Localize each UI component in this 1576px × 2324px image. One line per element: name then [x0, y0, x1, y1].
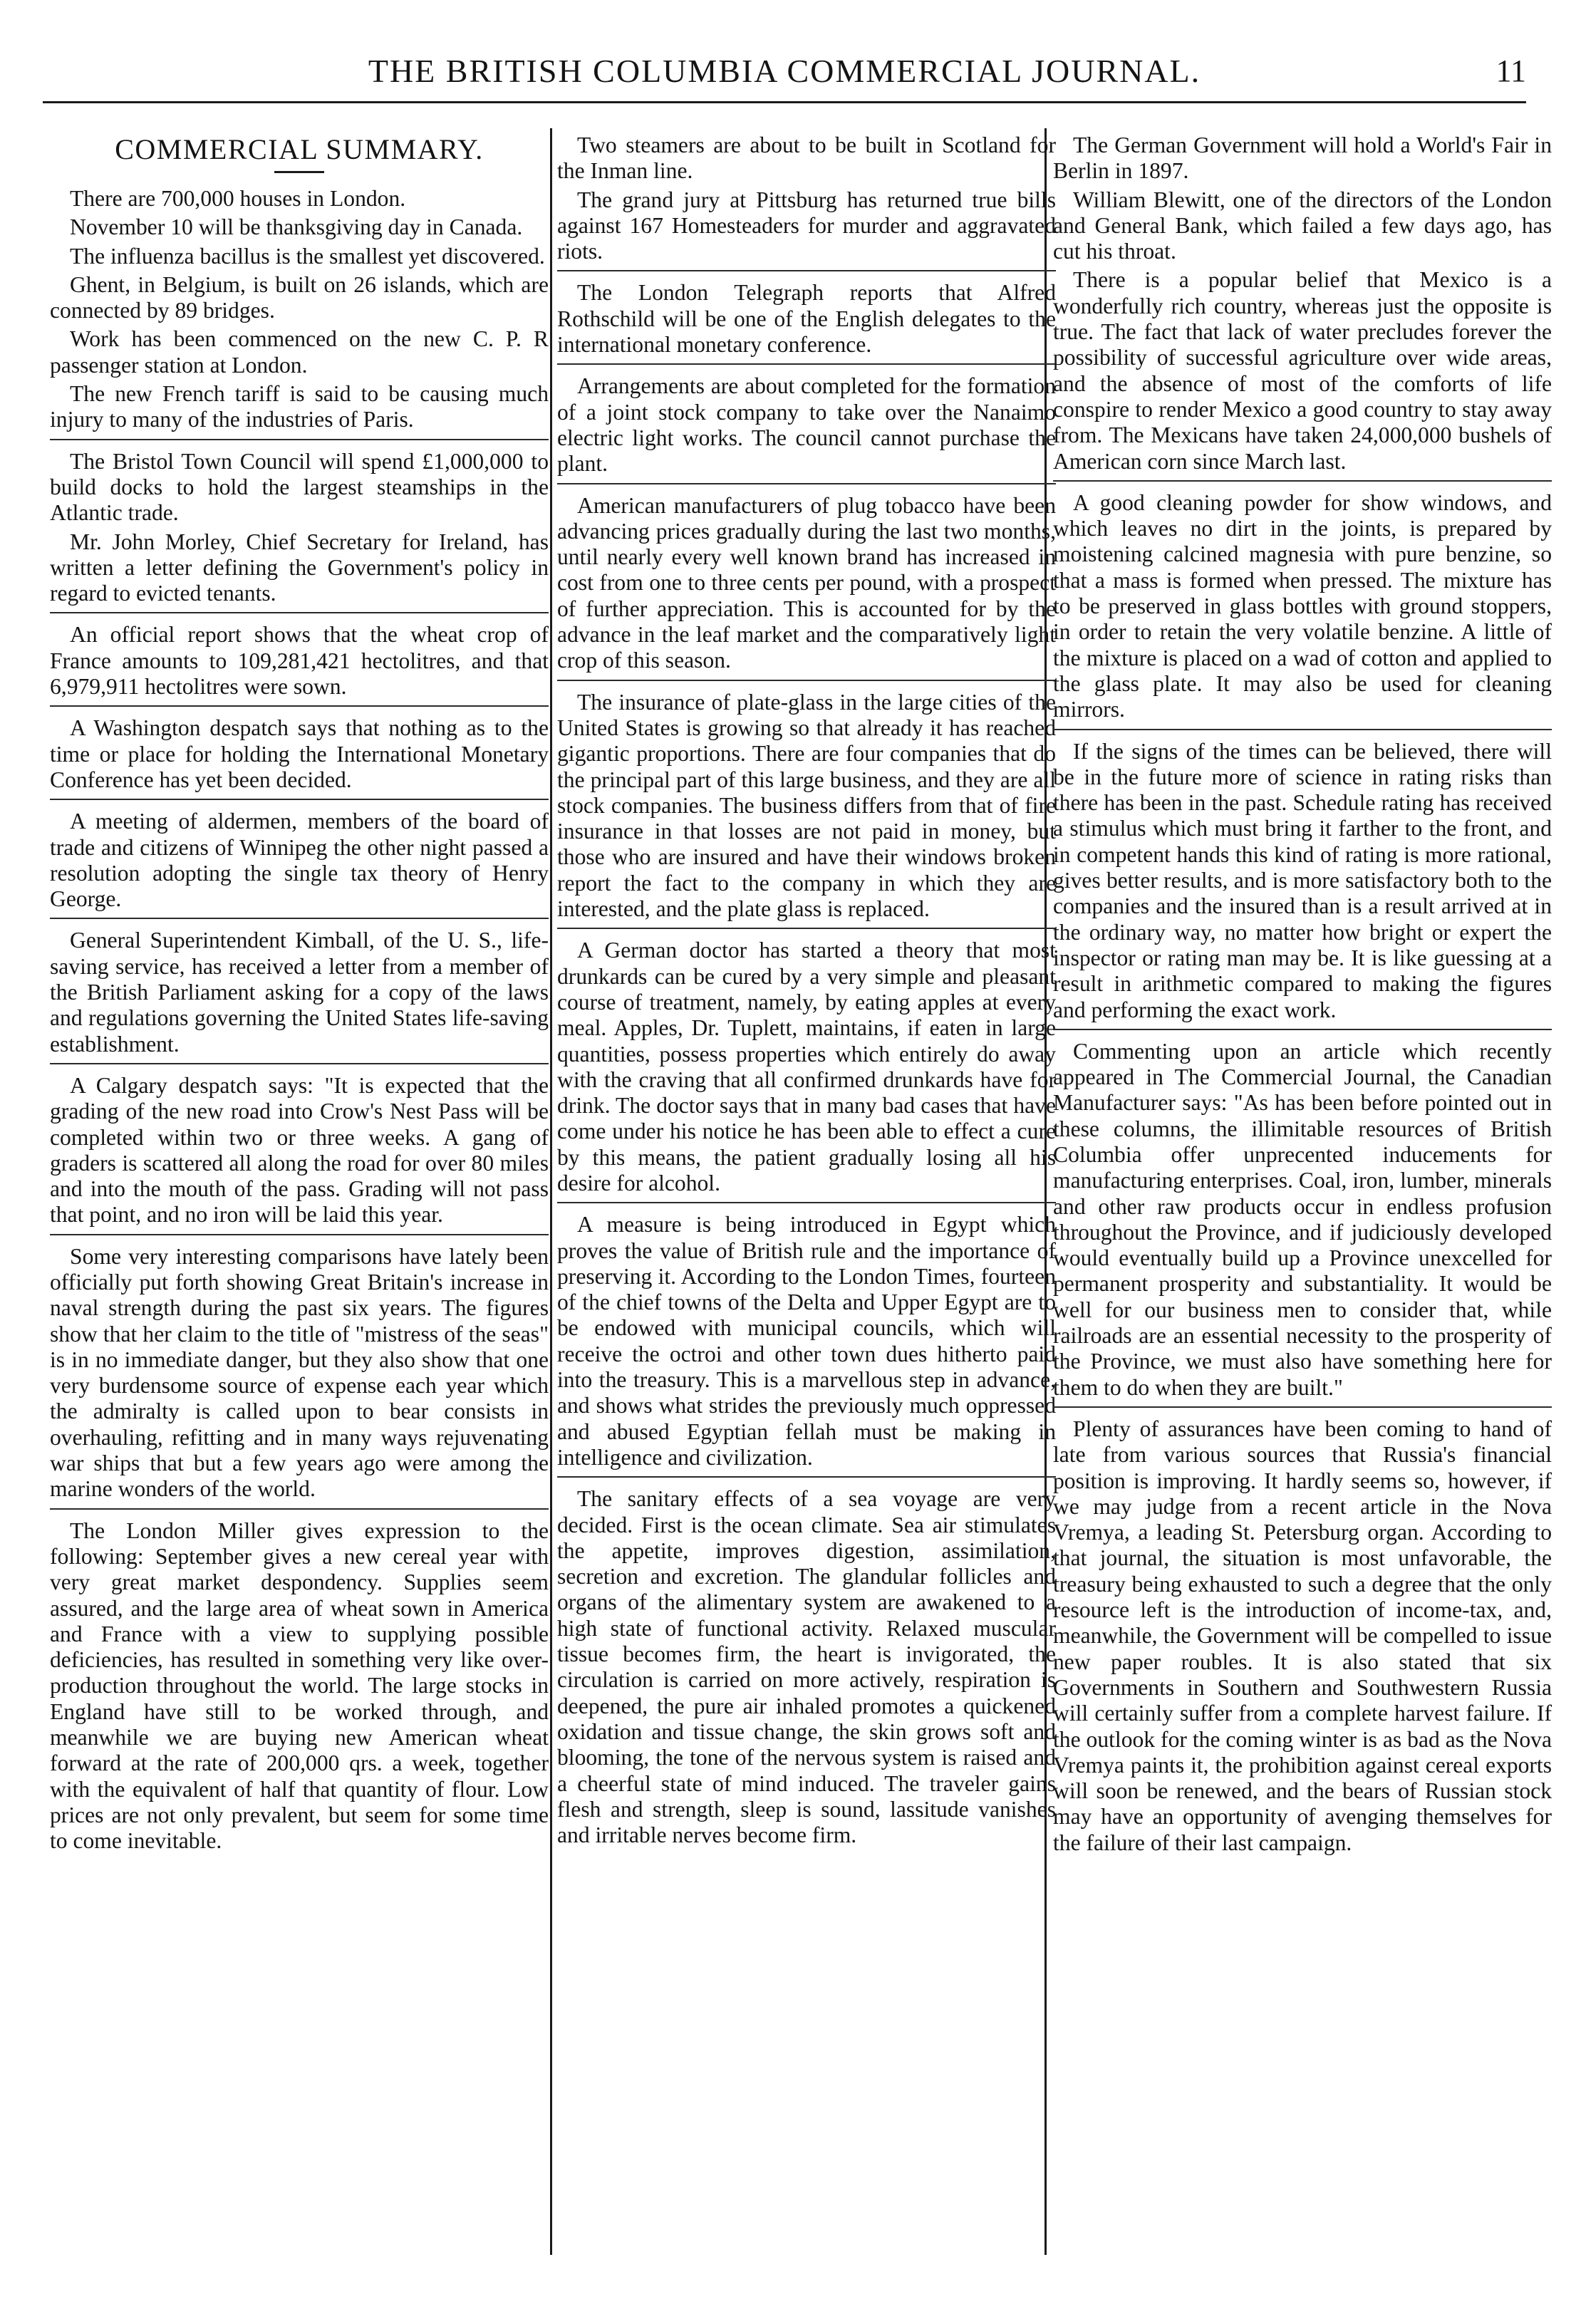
- article-paragraph: A good cleaning powder for show windows, and which leaves no dirt in the joints, is prepared by moistening calcined magnesia with pure benzine, so that a mass is formed when pressed. The mixture has to be preserved in glass bottles with ground stoppers, in order to retain the very volatile benzine. A little of the mixture is placed on a wad of cotton and applied to the glass plate. It may also be used for cleaning mirrors.: [1053, 489, 1552, 722]
- article-paragraph: The London Telegraph reports that Alfred Rothschild will be one of the English delegates to the international monetary conference.: [557, 280, 1056, 358]
- item-separator: [50, 705, 549, 707]
- item-separator: [557, 1202, 1056, 1203]
- item-separator: [557, 363, 1056, 365]
- article-paragraph: William Blewitt, one of the directors of the London and General Bank, which failed a few days ago, has cut his throat.: [1053, 187, 1552, 264]
- article-paragraph: The insurance of plate-glass in the large cities of the United States is growing so that already it has reached gigantic proportions. There are four companies that do the principal part of this large business, and they are all stock companies. The business differs from that of fire insurance in that losses are not paid in money, but those who are insured and have their windows broken report the fact to the company in which they are interested, and the plate glass is replaced.: [557, 689, 1056, 922]
- article-paragraph: A German doctor has started a theory that most drunkards can be cured by a very simple and pleasant course of treatment, namely, by eating apples at every meal. Apples, Dr. Tuplett, maintains, if eaten in large quantities, possess properties which entirely do away with the craving that all confirmed drunkards have for drink. The doctor says that in many bad cases that have come under his notice he has been able to effect a cure by this means, the patient gradually losing all his desire for alcohol.: [557, 938, 1056, 1195]
- column-divider: [550, 128, 552, 2255]
- article-paragraph: Two steamers are about to be built in Scotland for the Inman line.: [557, 133, 1056, 184]
- article-paragraph: Ghent, in Belgium, is built on 26 islands, which are connected by 89 bridges.: [50, 271, 549, 323]
- article-paragraph: Some very interesting comparisons have lately been officially put forth showing Great Britain's increase in naval strength during the past six years. The figures show that her claim to the title of "mistress of the seas" is in no immediate danger, but they also show that one very burdensome source of expense each year which the admiralty is called upon to bear consists in overhauling, refitting and in many ways rejuvenating war ships that but a few years ago were among the marine wonders of the world.: [50, 1243, 549, 1502]
- page-number: 11: [1495, 53, 1526, 88]
- item-separator: [50, 1234, 549, 1235]
- running-head: [43, 50, 1526, 100]
- article-paragraph: The new French tariff is said to be causing much injury to many of the industries of Paris.: [50, 381, 549, 432]
- article-paragraph: November 10 will be thanksgiving day in Canada.: [70, 214, 523, 240]
- article-paragraph: The influenza bacillus is the smallest yet discovered.: [70, 243, 545, 269]
- article-paragraph: The German Government will hold a World's Fair in Berlin in 1897.: [1053, 133, 1552, 184]
- article-paragraph: The sanitary effects of a sea voyage are very decided. First is the ocean climate. Sea air stimulates the appetite, improves digestion, assimilation, secretion and excretion. The glandular follicles and organs of the alimentary system are awakened to a high state of functional activity. Relaxed muscular tissue becomes firm, the heart is invigorated, the circulation is carried on more actively, respiration is deepened, the pure air inhaled promotes a quickened oxidation and tissue change, the skin grows soft and blooming, the tone of the nervous system is raised and a cheerful state of mind induced. The traveler gains flesh and strength, sleep is sound, lassitude vanishes and irritable nerves become firm.: [557, 1486, 1056, 1848]
- item-separator: [1053, 480, 1552, 482]
- article-paragraph: General Superintendent Kimball, of the U. S., life-saving service, has received a letter from a member of the British Parliament asking for a copy of the laws and regulations governing the United States life-saving establishment.: [50, 928, 549, 1057]
- header-rule: [43, 101, 1526, 103]
- item-separator: [557, 270, 1056, 271]
- item-separator: [50, 612, 549, 613]
- item-separator: [557, 680, 1056, 681]
- article-paragraph: The Bristol Town Council will spend £1,000,000 to build docks to hold the largest steamships in the Atlantic trade.: [50, 448, 549, 526]
- item-separator: [50, 1063, 549, 1064]
- title-rule: [274, 171, 324, 173]
- item-separator: [1053, 1029, 1552, 1030]
- article-paragraph: Mr. John Morley, Chief Secretary for Ireland, has written a letter defining the Government's policy in regard to evicted tenants.: [50, 529, 549, 606]
- item-separator: [1053, 1406, 1552, 1408]
- article-paragraph: A Calgary despatch says: "It is expected that the grading of the new road into Crow's Nest Pass will be completed within two or three weeks. A gang of graders is scattered all along the road for over 80 miles and into the mouth of the pass. Grading will not pass that point, and no iron will be laid this year.: [50, 1072, 549, 1228]
- item-separator: [557, 483, 1056, 484]
- article-paragraph: A meeting of aldermen, members of the board of trade and citizens of Winnipeg the other night passed a resolution adopting the single tax theory of Henry George.: [50, 809, 549, 912]
- item-separator: [1053, 729, 1552, 730]
- article-paragraph: Work has been commenced on the new C. P. R passenger station at London.: [50, 326, 549, 378]
- article-paragraph: If the signs of the times can be believed, there will be in the future more of science in rating risks than there has been in the past. Schedule rating has received a stimulus which must bring it farther to the front, and in competent hands this kind of rating is more rational, gives better results, and is more satisfactory both to the companies and the insured than is a result arrived at in the ordinary way, no matter how bright or expert the inspector or rating man may be. It is like guessing at a result in arithmetic compared to making the figures and performing the exact work.: [1053, 738, 1552, 1022]
- article-paragraph: Plenty of assurances have been coming to hand of late from various sources that Russia's financial position is improving. It hardly seems so, however, if we may judge from a recent article in the Nova Vremya, a leading St. Petersburg organ. According to that journal, the situation is most unfavorable, the treasury being exhausted to such a degree that the only resource left is the introduction of income-tax, and, meanwhile, the Government will be compelled to issue new paper roubles. It is also stated that six Governments in Southern and Southwestern Russia will certainly suffer from a complete harvest failure. If the outlook for the coming winter is as bad as the Nova Vremya paints it, the prohibition against cereal exports will soon be renewed, and the bears of Russian stock may have an opportunity of avenging themselves for the failure of their last campaign.: [1053, 1416, 1552, 1855]
- article-paragraph: American manufacturers of plug tobacco have been advancing prices gradually during the last two months, until nearly every well known brand has increased in cost from one to three cents per pound, with a prospect of further appreciation. This is accounted for by the advance in the leaf market and the comparatively light crop of this season.: [557, 492, 1056, 673]
- article-paragraph: The London Miller gives expression to the following: September gives a new cereal year with very great market despondency. Supplies seem assured, and the large area of wheat sown in America and France with a view to supplying possible deficiencies, has resulted in something very like over-production throughout the world. The large stocks in England have still to be worked through, and meanwhile we are buying new American wheat forward at the rate of 200,000 qrs. a week, together with the equivalent of half that quantity of flour. Low prices are not only prevalent, but seem for some time to come inevitable.: [50, 1518, 549, 1854]
- item-separator: [50, 799, 549, 800]
- item-separator: [50, 439, 549, 440]
- column-3: [1053, 133, 1552, 2263]
- article-paragraph: An official report shows that the wheat crop of France amounts to 109,281,421 hectolitres, and that 6,979,911 hectolitres were sown.: [50, 622, 549, 700]
- article-paragraph: Arrangements are about completed for the formation of a joint stock company to take over the Nanaimo electric light works. The council cannot purchase the plant.: [557, 373, 1056, 477]
- article-paragraph: The grand jury at Pittsburg has returned true bills against 167 Homesteaders for murder and aggravated riots.: [557, 187, 1056, 264]
- column-2: [557, 133, 1056, 2263]
- journal-title: THE BRITISH COLUMBIA COMMERCIAL JOURNAL.: [368, 53, 1201, 89]
- item-separator: [557, 1476, 1056, 1478]
- article-paragraph: A measure is being introduced in Egypt which proves the value of British rule and the importance of preserving it. According to the London Times, fourteen of the chief towns of the Delta and Upper Egypt are to be endowed with municipal councils, which will receive the octroi and other town dues hitherto paid into the treasury. This is a marvellous step in advance, and shows what strides the previously much oppressed and abused Egyptian fellah must be making in intelligence and civilization.: [557, 1212, 1056, 1470]
- column-1: [50, 133, 549, 2263]
- item-separator: [50, 918, 549, 919]
- article-paragraph: A Washington despatch says that nothing as to the time or place for holding the International Monetary Conference has yet been decided.: [50, 715, 549, 792]
- item-separator: [557, 928, 1056, 929]
- article-paragraph: Commenting upon an article which recently appeared in The Commercial Journal, the Canadian Manufacturer says: "As has been before pointed out in these columns, the illimitable resources of British Columbia offer unprecented inducements for manufacturing enterprises. Coal, iron, lumber, minerals and other raw products occur in endless profusion throughout the Province, and if judiciously developed would eventually build up a Province unexcelled for permanent prosperity and substantiality. It would be well for our business men to consider that, while railroads are an essential necessity to the prosperity of the Province, we must also have something here for them to do when they are built.": [1053, 1038, 1552, 1400]
- section-title: COMMERCIAL SUMMARY.: [115, 133, 484, 165]
- article-paragraph: There are 700,000 houses in London.: [70, 186, 406, 211]
- article-paragraph: There is a popular belief that Mexico is a wonderfully rich country, whereas just the opposite is true. The fact that lack of water precludes forever the possibility of successful agriculture over wide areas, and the absence of most of the comforts of life conspire to render Mexico a good country to stay away from. The Mexicans have taken 24,000,000 bushels of American corn since March last.: [1053, 267, 1552, 474]
- item-separator: [50, 1508, 549, 1510]
